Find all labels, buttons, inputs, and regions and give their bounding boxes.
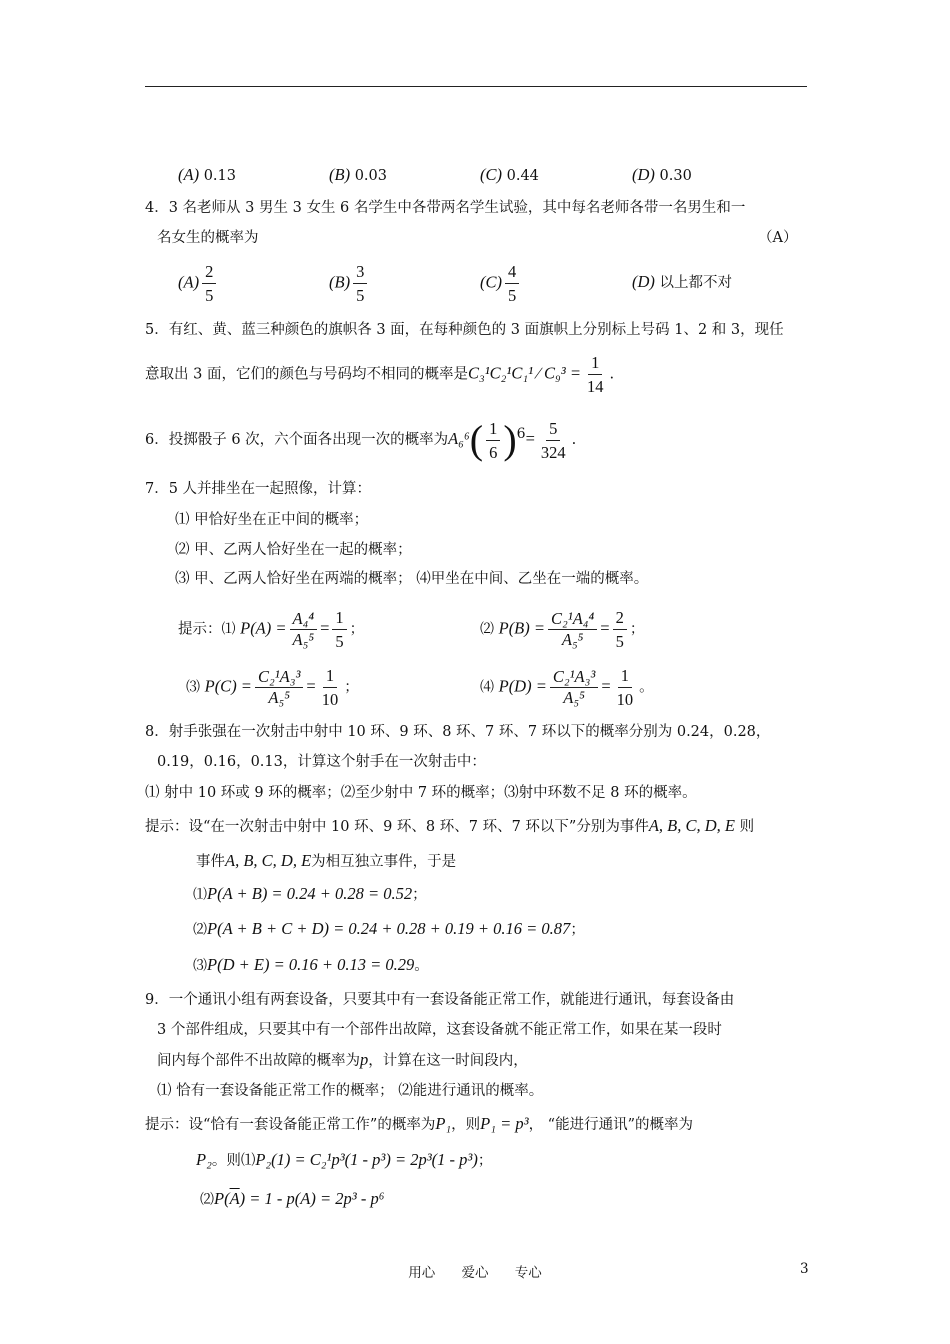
q8-formula-1: ⑴P(A + B) = 0.24 + 0.28 = 0.52；	[193, 884, 427, 903]
q9-line4: ⑴ 恰有一套设备能正常工作的概率； ⑵能进行通讯的概率。	[157, 1083, 544, 1099]
q4-line2: 名女生的概率为	[157, 230, 259, 246]
q9-line2: 3 个部件组成，只要其中有一个部件出故障，这套设备就不能正常工作，如果在某一段时	[157, 1022, 722, 1038]
q4-option-a: (A) $\frac{2}{5}$	[178, 262, 219, 305]
q7-hint-2: ⑵ P(B) = $\frac{\text{C₂¹A₄⁴}}{\text{A₅⁵}}$ = $\frac{2}{5}$ ；	[480, 608, 645, 651]
q7-part3-4: ⑶ 甲、乙两人恰好坐在两端的概率； ⑷甲坐在中间、乙坐在一端的概率。	[175, 571, 649, 587]
q5-line2: 意取出 3 面，它们的颜色与号码均不相同的概率是C₃¹C₂¹C₁¹ ∕ C₉³ = $\frac{1}{14}$ .	[145, 353, 615, 396]
q4-option-d: (D) 以上都不对	[632, 272, 733, 291]
q8-formula-3: ⑶P(D + E) = 0.16 + 0.13 = 0.29。	[193, 955, 429, 974]
q8-line2: 0.19，0.16，0.13，计算这个射手在一次射击中：	[157, 754, 486, 770]
q8-line3: ⑴ 射中 10 环或 9 环的概率；⑵至少射中 7 环的概率；⑶射中环数不足 8 环的概率。	[145, 785, 697, 801]
q8-line1: 8．射手张强在一次射击中射中 10 环、9 环、8 环、7 环、7 环以下的概率分别为 0.24，0.28，	[145, 724, 771, 740]
q8-hint: 提示：设“在一次射击中射中 10 环、9 环、8 环、7 环、7 环以下”分别为事件A, B, C, D, E 则	[145, 816, 755, 835]
q9-hint: 提示：设“恰有一套设备能正常工作”的概率为P₁，则P₁ = p³， “能进行通讯”的概率为	[145, 1114, 693, 1133]
q5-line1: 5．有红、黄、蓝三种颜色的旗帜各 3 面，在每种颜色的 3 面旗帜上分别标上号码 1、2 和 3，现任	[145, 322, 784, 338]
q4-option-b: (B) $\frac{3}{5}$	[329, 262, 370, 305]
q7-line1: 7．5 人并排坐在一起照像，计算：	[145, 481, 372, 497]
q4-answer: （A）	[758, 230, 798, 246]
q8-line5: 事件A, B, C, D, E为相互独立事件，于是	[196, 851, 457, 870]
q6-line: 6．投掷骰子 6 次，六个面各出现一次的概率为A₆⁶( $\frac{1}{6}$ )$^6$= $\frac{5}{324}$ .	[145, 417, 577, 462]
q3-option-a: (A) 0.13	[178, 165, 236, 184]
q3-option-d: (D) 0.30	[632, 165, 692, 184]
footer-slogan: 用心 爱心 专心	[408, 1265, 542, 1281]
header-rule	[145, 86, 807, 87]
q9-formula-1: P₂。则⑴P₂(1) = C₂¹p³(1 - p³) = 2p³(1 - p³)；	[196, 1150, 493, 1169]
q7-part2: ⑵ 甲、乙两人恰好坐在一起的概率；	[175, 542, 412, 558]
q3-option-b: (B) 0.03	[329, 165, 387, 184]
q9-line3: 间内每个部件不出故障的概率为p，计算在这一时间段内，	[157, 1050, 528, 1069]
q9-formula-2: $⑵P(\overline{A}) = 1 - p(A) = 2p^3 - p^6$	[200, 1189, 385, 1208]
q7-hint-3: ⑶ P(C) = $\frac{\text{C₂¹A₃³}}{\text{A₅⁵}}$ = $\frac{1}{10}$ ；	[186, 666, 359, 709]
q7-hint-4: ⑷ P(D) = $\frac{\text{C₂¹A₃³}}{\text{A₅⁵}}$ = $\frac{1}{10}$ 。	[480, 666, 654, 709]
q4-option-c: (C) $\frac{4}{5}$	[480, 262, 522, 305]
q4-line1: 4．3 名老师从 3 男生 3 女生 6 名学生中各带两名学生试验，其中每名老师各带一名男生和一	[145, 200, 746, 216]
page-number: 3	[800, 1261, 809, 1277]
q3-option-c: (C) 0.44	[480, 165, 539, 184]
q8-formula-2: ⑵P(A + B + C + D) = 0.24 + 0.28 + 0.19 + 0.16 = 0.87；	[193, 919, 585, 938]
q9-line1: 9．一个通讯小组有两套设备，只要其中有一套设备能正常工作，就能进行通讯，每套设备由	[145, 992, 735, 1008]
q7-part1: ⑴ 甲恰好坐在正中间的概率；	[175, 512, 369, 528]
q7-hint-1: 提示：⑴ P(A) = $\frac{\text{A₄⁴}}{\text{A₅⁵}}$ = $\frac{1}{5}$ ；	[178, 608, 365, 651]
